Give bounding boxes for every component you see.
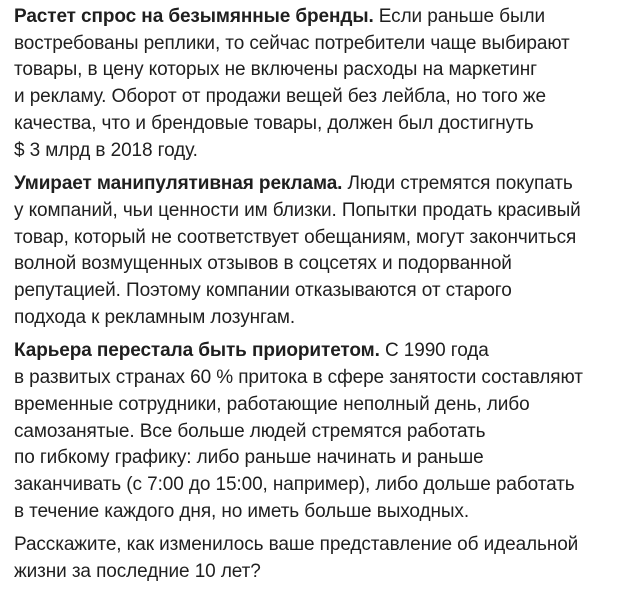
paragraph-no-name-brands [14,4,636,164]
text-line [14,4,636,31]
text-line: востребованы реплики, то сейчас потребители чаще выбирают [14,32,570,54]
text-line: в течение каждого дня, но иметь больше выходных. [14,500,469,522]
line-text: Люди стремятся покупать [342,173,573,195]
text-line: в развитых странах 60 % притока в сфере занятости составляют [14,367,583,389]
text-line: товар, который не соответствует обещаниям, могут закончиться [14,226,577,248]
paragraph-question [14,532,636,585]
text-line [14,171,636,198]
line-text: С 1990 года [379,340,489,362]
paragraph-heading: Растет спрос на безымянные бренды. [14,6,374,27]
text-line: по гибкому графику: либо раньше начинать и раньше [14,447,484,469]
text-line: и рекламу. Оборот от продажи вещей без лейбла, но того же [14,86,546,108]
text-line: репутацией. Поэтому компании отказываются от старого [14,280,512,302]
text-line [14,338,636,365]
text-line: заканчивать (с 7:00 до 15:00, например), либо дольше работать [14,473,575,495]
line-text: Если раньше были [373,6,545,27]
article-text [14,4,636,593]
text-line: у компаний, чьи ценности им близки. Попытки продать красивый [14,199,581,221]
text-line: товары, в цену которых не включены расходы на маркетинг [14,59,537,81]
text-line: самозанятые. Все больше людей стремятся работать [14,420,486,442]
text-line: волной возмущенных отзывов в соцсетях и подорванной [14,253,512,275]
text-line: жизни за последние 10 лет? [14,561,261,583]
paragraph-manipulative-ads [14,171,636,331]
text-line: Расскажите, как изменилось ваше представление об идеальной [14,534,579,556]
text-line: $ 3 млрд в 2018 году. [14,139,198,161]
text-line: подхода к рекламным лозунгам. [14,306,296,328]
paragraph-heading: Карьера перестала быть приоритетом. [14,340,380,362]
paragraph-heading: Умирает манипулятивная реклама. [14,173,343,195]
text-line: временные сотрудники, работающие неполный день, либо [14,393,530,415]
text-line: качества, что и брендовые товары, должен был достигнуть [14,112,534,134]
paragraph-career [14,338,636,525]
